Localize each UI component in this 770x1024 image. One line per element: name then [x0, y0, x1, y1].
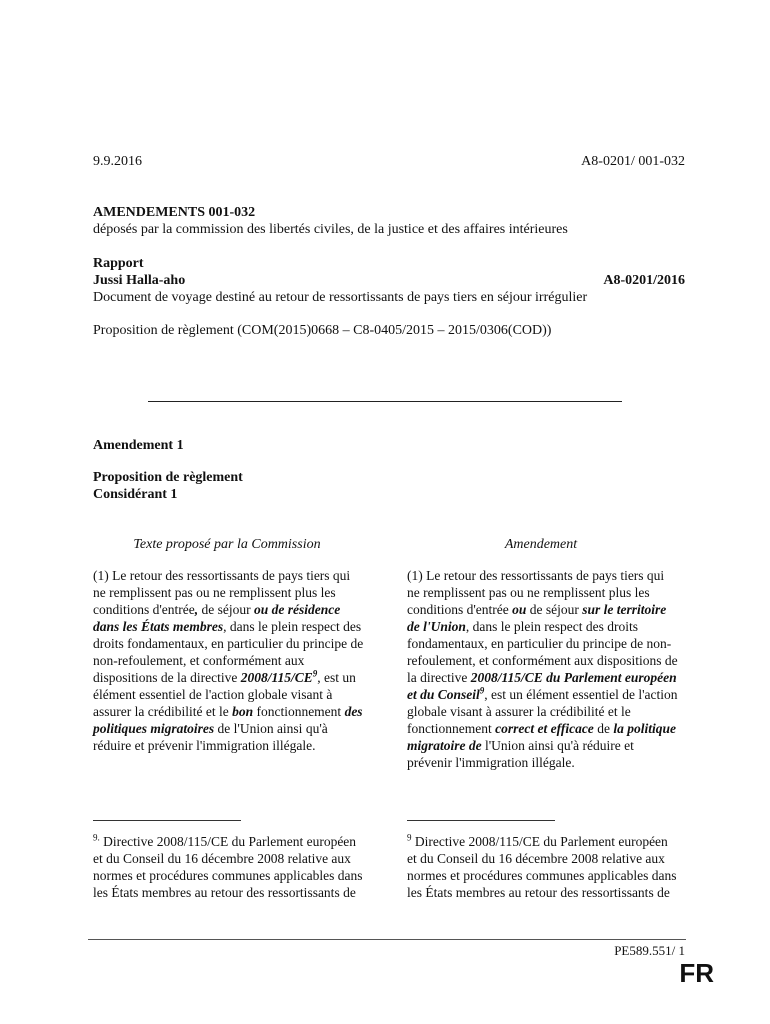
language-code: FR	[679, 958, 714, 988]
footnote-left: $^{9.}$ Directive 2008/115/CE du Parlement européen et du Conseil du 16 décembre 2008 relative aux normes et procédures communes applicables dans les États membres au retour des ressortissants de	[93, 832, 363, 900]
commission-text: (1) Le retour des ressortissants de pays tiers qui ne remplissent pas ou ne remplissent plus les conditions d'entrée, de séjour ou de résidence dans les États membres, dans le plein respect des droits fondamentaux, en particulier du principe de non-refoulement, et conformément aux dispositions de la directive $2008/115/CE^9$, est un élément essentiel de l'action globale visant à assurer la crédibilité et le bon fonctionnement des politiques migratoires de l'Union ainsi qu'à réduire et prévenir l'immigration illégale.	[93, 568, 364, 753]
document-reference: A8-0201/ 001-032	[581, 154, 685, 169]
recital-label: Considérant 1	[93, 487, 178, 502]
amendments-heading: AMENDEMENTS 001-032	[93, 205, 256, 220]
page-reference: PE589.551/ 1	[614, 943, 685, 958]
amendment-text-heading: Amendement	[504, 537, 578, 552]
proposal-reference: Proposition de règlement (COM(2015)0668 – C8-0405/2015 – 2015/0306(COD))	[93, 323, 552, 338]
proposal-label: Proposition de règlement	[93, 470, 243, 485]
footnote-right: $^9$ Directive 2008/115/CE du Parlement européen et du Conseil du 16 décembre 2008 relative aux normes et procédures communes applicables dans les États membres au retour des ressortissants de	[407, 832, 677, 900]
submitted-by: déposés par la commission des libertés civiles, de la justice et des affaires intérieures	[93, 222, 568, 237]
report-reference: A8-0201/2016	[603, 273, 685, 288]
report-label: Rapport	[93, 256, 144, 271]
document-date: 9.9.2016	[93, 154, 142, 169]
section-divider	[148, 401, 622, 402]
amendment-text: (1) Le retour des ressortissants de pays tiers qui ne remplissent pas ou ne remplissent plus les conditions d'entrée ou de séjour sur le territoire de l'Union, dans le plein respect des droits fondamentaux, en particulier du principe de non-refoulement, et conformément aux dispositions de la directive 2008/115/CE du Parlement européen et du Conseil$^9$, est un élément essentiel de l'action globale visant à assurer la crédibilité et le fonctionnement correct et efficace de la politique migratoire de l'Union ainsi qu'à réduire et prévenir l'immigration illégale.	[407, 568, 678, 770]
amendment-label: Amendement 1	[93, 438, 184, 453]
footnote-rule-right	[407, 820, 555, 821]
commission-text-heading: Texte proposé par la Commission	[133, 537, 321, 552]
report-subject: Document de voyage destiné au retour de ressortissants de pays tiers en séjour irrégulier	[93, 290, 588, 305]
footer-rule	[88, 939, 686, 940]
footnote-rule-left	[93, 820, 241, 821]
rapporteur-name: Jussi Halla-aho	[93, 273, 186, 288]
